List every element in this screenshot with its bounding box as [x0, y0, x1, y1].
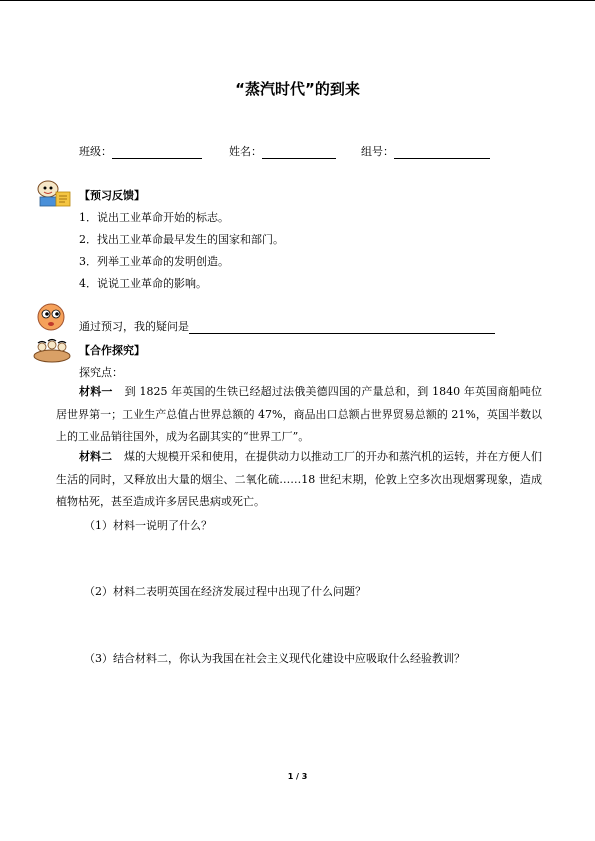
- question-prompt-row: [79, 318, 495, 334]
- preview-item-1: 1．说出工业革命开始的标志。: [79, 211, 229, 224]
- name-field[interactable]: [229, 143, 336, 159]
- material-1-paragraph: [56, 381, 542, 449]
- question-2: （2）材料二表明英国在经济发展过程中出现了什么问题？: [84, 585, 366, 598]
- question-3: （3）结合材料二，你认为我国在社会主义现代化建设中应吸取什么经验教训？: [84, 652, 465, 665]
- group-blank[interactable]: [394, 146, 490, 159]
- preview-heading: 【预习反馈】: [79, 189, 145, 202]
- name-blank[interactable]: [262, 146, 336, 159]
- preview-item-4: 4．说说工业革命的影响。: [79, 277, 207, 290]
- cartoon-reading-icon: [34, 178, 74, 210]
- page-number: 1 / 3: [287, 772, 308, 781]
- explore-heading: 【合作探究】: [79, 344, 145, 357]
- material-1-text: 到 1825 年英国的生铁已经超过法俄美德四国的产量总和，到 1840 年英国商船吨位居世界第一；工业生产总值占世界总额的 47%，商品出口总额占世界贸易总额的 21%，英国半数以上的工业品销往国外，成为名副其实的“世界工厂”。: [56, 385, 542, 443]
- page-title: “蒸汽时代”的到来: [235, 80, 360, 98]
- material-1-tag: 材料一: [79, 385, 113, 398]
- class-field[interactable]: [79, 143, 202, 159]
- class-blank[interactable]: [112, 146, 202, 159]
- group-field[interactable]: [361, 143, 490, 159]
- material-2-tag: 材料二: [79, 450, 112, 463]
- material-2-paragraph: [56, 446, 542, 514]
- question-prompt: 通过预习，我的疑问是: [79, 320, 189, 333]
- group-label: 组号：: [361, 145, 394, 158]
- preview-item-3: 3．列举工业革命的发明创造。: [79, 255, 229, 268]
- explore-intro: 探究点：: [79, 366, 123, 379]
- name-label: 姓名：: [229, 145, 262, 158]
- group-study-icon: [32, 338, 72, 364]
- student-info-row: [79, 143, 539, 159]
- question-blank[interactable]: [189, 321, 495, 334]
- class-label: 班级：: [79, 145, 112, 158]
- thinking-face-icon: [34, 302, 70, 332]
- material-2-text: 煤的大规模开采和使用，在提供动力以推动工厂的开办和蒸汽机的运转，并在方便人们生活的同时，又释放出大量的烟尘、二氧化硫……18 世纪末期，伦敦上空多次出现烟雾现象，造成植物枯死，甚至造成许多居民患病或死亡。: [56, 450, 542, 508]
- preview-item-2: 2．找出工业革命最早发生的国家和部门。: [79, 233, 284, 246]
- question-1: （1）材料一说明了什么？: [84, 519, 212, 532]
- top-rule: [0, 0, 595, 1]
